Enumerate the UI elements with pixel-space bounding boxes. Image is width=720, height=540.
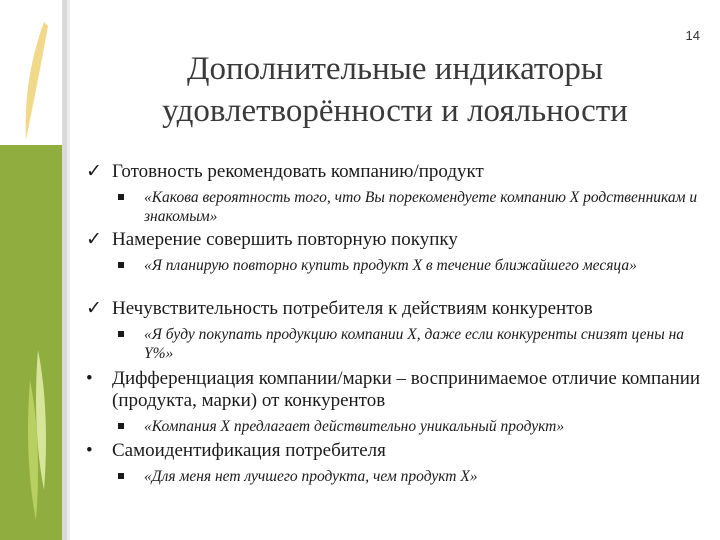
list-item: [86, 229, 701, 251]
sub-item-text: «Компания Х предлагает действительно уникальный продукт»: [144, 418, 565, 435]
title-line-2: удовлетворённости и лояльности: [162, 93, 628, 129]
sub-item: [118, 256, 708, 275]
sidebar-border-inner: [67, 0, 70, 540]
checkmark-icon: ✓: [86, 161, 102, 182]
title-line-1: Дополнительные индикаторы: [186, 51, 604, 87]
list-item: [86, 298, 701, 320]
sub-item: [118, 467, 708, 486]
square-bullet-icon: [118, 331, 124, 337]
item-text: Намерение совершить повторную покупку: [112, 229, 458, 250]
sub-item-text: «Какова вероятность того, что Вы порекомендуете компанию Х родственникам и знакомым»: [144, 189, 698, 225]
item-text: Дифференциация компании/марки – воспринимаемое отличие компании (продукта, марки) от конкурентов: [112, 368, 701, 411]
item-text: Готовность рекомендовать компанию/продукт: [112, 161, 484, 182]
sub-item: [118, 325, 708, 363]
square-bullet-icon: [118, 194, 124, 200]
decorative-sidebar: [0, 0, 62, 540]
square-bullet-icon: [118, 423, 124, 429]
list-item: [86, 368, 701, 412]
checkmark-icon: ✓: [86, 229, 102, 250]
slide-title: [90, 48, 700, 132]
square-bullet-icon: [118, 473, 124, 479]
list-item: [86, 440, 701, 462]
sub-item: [118, 188, 708, 226]
slide-number: 14: [685, 28, 700, 43]
checkmark-icon: ✓: [86, 298, 102, 319]
sub-item-text: «Для меня нет лучшего продукта, чем продукт Х»: [144, 468, 478, 485]
bullet-dot-icon: •: [86, 368, 93, 389]
list-item: [86, 161, 701, 183]
item-text: Нечувствительность потребителя к действиям конкурентов: [112, 298, 593, 319]
square-bullet-icon: [118, 262, 124, 268]
sub-item: [118, 417, 708, 436]
bullet-dot-icon: •: [86, 440, 93, 461]
leaf-decoration-icon: [0, 0, 62, 540]
item-text: Самоидентификация потребителя: [112, 440, 386, 461]
sub-item-text: «Я планирую повторно купить продукт Х в течение ближайшего месяца»: [144, 257, 637, 274]
sub-item-text: «Я буду покупать продукцию компании Х, даже если конкуренты снизят цены на Y%»: [144, 326, 685, 362]
